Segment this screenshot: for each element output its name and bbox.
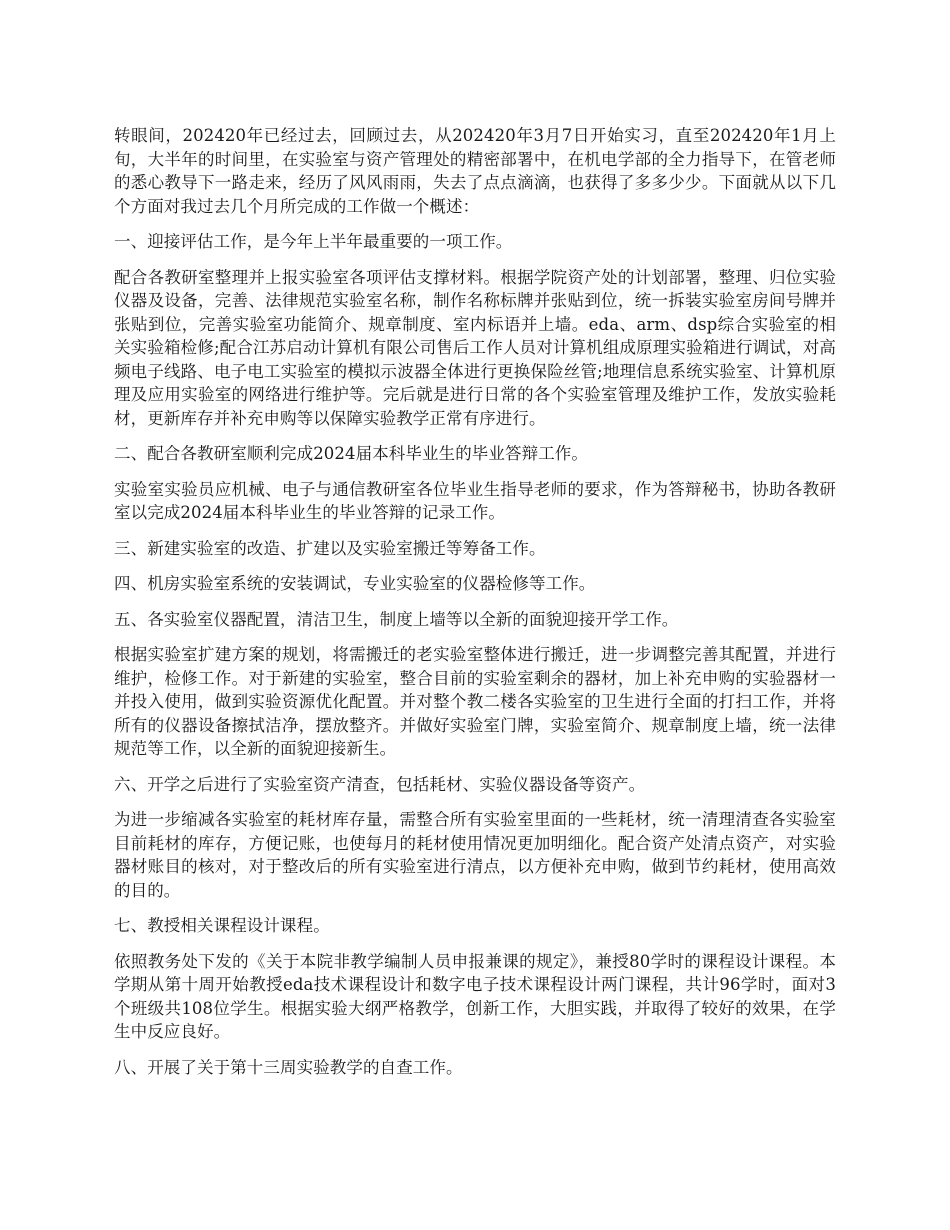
section-heading-6: 六、开学之后进行了实验室资产清查，包括耗材、实验仪器设备等资产。 bbox=[114, 774, 646, 794]
body-paragraph: 依照教务处下发的《关于本院非教学编制人员申报兼课的规定》，兼授80学时的课程设计课程。本学期从第十周开始教授eda技术课程设计和数字电子技术课程设计两门课程，共计96学时，面对3个班级共108位学生。根据实验大纲严格教学，创新工作，大胆实践，并取得了较好的效果，在学生中反应良好。 bbox=[114, 951, 836, 1041]
body-paragraph: 配合各教研室整理并上报实验室各项评估支撑材料。根据学院资产处的计划部署，整理、归位实验仪器及设备，完善、法律规范实验室名称，制作名称标牌并张贴到位，统一拆装实验室房间号牌并张贴到位，完善实验室功能简介、规章制度、室内标语并上墙。eda、arm、dsp综合实验室的相关实验箱检修;配合江苏启动计算机有限公司售后工作人员对计算机组成原理实验箱进行调试，对高频电子线路、电子电工实验室的模拟示波器全体进行更换保险丝管;地理信息系统实验室、计算机原理及应用实验室的网络进行维护等。完后就是进行日常的各个实验室管理及维护工作，发放实验耗材，更新库存并补充申购等以保障实验教学正常有序进行。 bbox=[114, 267, 836, 428]
section-heading-3: 三、新建实验室的改造、扩建以及实验室搬迁等筹备工作。 bbox=[114, 538, 546, 558]
section-heading-8: 八、开展了关于第十三周实验教学的自查工作。 bbox=[114, 1057, 463, 1077]
section-heading-7: 七、教授相关课程设计课程。 bbox=[114, 916, 330, 935]
document-body bbox=[114, 124, 836, 1091]
section-heading-4: 四、机房实验室系统的安装调试，专业实验室的仪器检修等工作。 bbox=[114, 574, 596, 593]
body-paragraph: 根据实验室扩建方案的规划，将需搬迁的老实验室整体进行搬迁，进一步调整完善其配置，并进行维护，检修工作。对于新建的实验室，整合目前的实验室剩余的器材，加上补充申购的实验器材一并投入使用，做到实验资源优化配置。并对整个教二楼各实验室的卫生进行全面的打扫工作，并将所有的仪器设备擦拭洁净，摆放整齐。并做好实验室门牌，实验室简介、规章制度上墙，统一法律规范等工作，以全新的面貌迎接新生。 bbox=[114, 645, 836, 758]
section-heading-1: 一、迎接评估工作，是今年上半年最重要的一项工作。 bbox=[114, 232, 513, 251]
intro-paragraph: 转眼间，202420年已经过去，回顾过去，从202420年3月7日开始实习，直至202420年1月上旬，大半年的时间里，在实验室与资产管理处的精密部署中，在机电学部的全力指导下，在管老师的悉心教导下一路走来，经历了风风雨雨，失去了点点滴滴，也获得了多多少少。下面就从以下几个方面对我过去几个月所完成的工作做一个概述： bbox=[114, 126, 836, 216]
section-heading-2: 二、配合各教研室顺利完成2024届本科毕业生的毕业答辩工作。 bbox=[114, 444, 588, 463]
body-paragraph: 为进一步缩减各实验室的耗材库存量，需整合所有实验室里面的一些耗材，统一清理清查各实验室目前耗材的库存，方便记账，也使每月的耗材使用情况更加明细化。配合资产处清点资产，对实验器材账目的核对，对于整改后的所有实验室进行清点，以方便补充申购，做到节约耗材，使用高效的目的。 bbox=[114, 810, 836, 900]
body-paragraph: 实验室实验员应机械、电子与通信教研室各位毕业生指导老师的要求，作为答辩秘书，协助各教研室以完成2024届本科毕业生的毕业答辩的记录工作。 bbox=[114, 479, 836, 522]
section-heading-5: 五、各实验室仪器配置，清洁卫生，制度上墙等以全新的面貌迎接开学工作。 bbox=[114, 609, 679, 629]
